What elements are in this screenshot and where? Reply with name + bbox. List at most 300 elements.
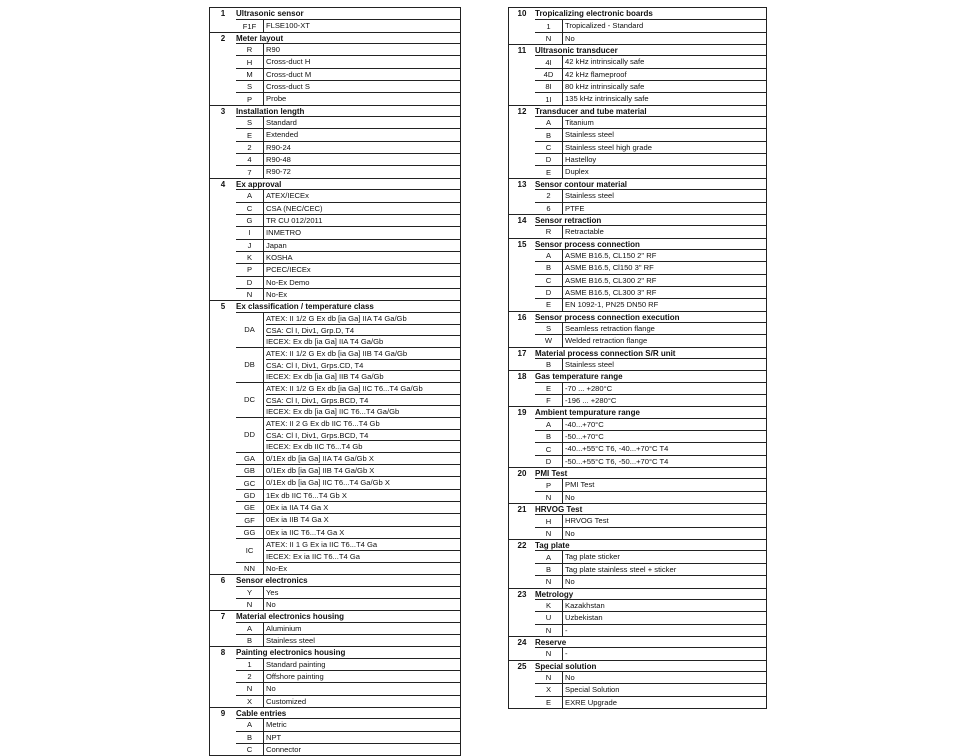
option-description <box>264 289 460 300</box>
option-description <box>264 563 460 574</box>
option-description-line: 0/1Ex db [ia Ga] IIB T4 Ga/Gb X <box>266 466 375 476</box>
option-code: C <box>535 275 563 286</box>
config-group <box>509 347 766 371</box>
group-number: 24 <box>517 637 527 647</box>
option-description <box>264 732 460 743</box>
option-description <box>563 625 766 636</box>
group-number: 12 <box>517 106 527 116</box>
option-code: 2 <box>535 190 563 201</box>
option-row <box>535 696 766 708</box>
option-description <box>563 20 766 31</box>
option-code: IC <box>236 539 264 562</box>
config-group <box>509 406 766 467</box>
config-group <box>210 105 460 178</box>
option-code: F1F <box>236 20 264 31</box>
config-group <box>210 707 460 755</box>
option-description-line: ATEX/IECEx <box>266 191 309 201</box>
option-code: A <box>535 551 563 562</box>
option-description <box>563 383 766 394</box>
option-description-line: No <box>565 672 575 682</box>
option-description-line: Cross-duct H <box>266 57 311 67</box>
option-description <box>563 648 766 659</box>
option-description <box>563 117 766 128</box>
option-row <box>236 214 460 226</box>
option-description <box>563 443 766 454</box>
option-description-line: Metric <box>266 720 287 730</box>
option-row <box>535 298 766 310</box>
option-description <box>264 635 460 646</box>
option-code: N <box>535 672 563 683</box>
option-code: I <box>236 227 264 238</box>
option-description-line: No-Ex <box>266 289 288 299</box>
option-description <box>563 154 766 165</box>
option-description <box>563 275 766 286</box>
group-title: PMI Test <box>535 469 568 479</box>
option-description <box>264 659 460 670</box>
option-description <box>264 383 460 417</box>
option-description-line: No <box>266 599 276 609</box>
option-description-line: Hastelloy <box>565 155 597 165</box>
group-number: 8 <box>220 648 226 658</box>
option-row <box>236 347 460 382</box>
config-group <box>210 178 460 300</box>
config-group <box>509 370 766 406</box>
option-description <box>264 313 460 347</box>
option-row <box>535 442 766 454</box>
group-number: 6 <box>220 576 226 586</box>
config-group <box>509 238 766 311</box>
option-code: GD <box>236 490 264 501</box>
option-code: 4I <box>535 56 563 67</box>
group-title: Meter layout <box>236 33 284 43</box>
option-description-line: Connector <box>266 744 302 754</box>
group-title: Material process connection S/R unit <box>535 348 676 358</box>
option-description <box>264 527 460 538</box>
option-code: A <box>535 250 563 261</box>
option-row <box>236 312 460 347</box>
config-group <box>509 539 766 587</box>
option-description-line: IECEX: Ex db [ia Ga] IIC T6...T4 Ga/Gb <box>266 405 460 416</box>
option-row <box>236 562 460 574</box>
option-description-line: IECEX: Ex db [ia Ga] IIB T4 Ga/Gb <box>266 370 460 381</box>
option-description <box>563 33 766 44</box>
option-description-line: No <box>565 33 575 43</box>
option-row <box>535 514 766 526</box>
option-description-line: Special Solution <box>565 685 620 695</box>
option-description-line: Tag plate sticker <box>565 552 620 562</box>
option-row <box>535 32 766 44</box>
option-row <box>236 165 460 177</box>
option-row <box>535 68 766 80</box>
option-row <box>535 165 766 177</box>
option-code: DB <box>236 348 264 382</box>
option-description <box>264 69 460 80</box>
option-description <box>264 190 460 201</box>
option-description-line: ASME B16.5, CL150 2" RF <box>565 250 657 260</box>
option-row <box>236 695 460 707</box>
option-row <box>236 202 460 214</box>
option-code: R <box>535 226 563 237</box>
option-description <box>264 683 460 694</box>
config-group <box>210 646 460 707</box>
group-header <box>509 8 766 19</box>
option-row <box>236 43 460 55</box>
option-description-line: EXRE Upgrade <box>565 697 617 707</box>
option-description-line: Standard <box>266 118 297 128</box>
option-description <box>264 539 460 562</box>
option-row <box>535 116 766 128</box>
config-group <box>509 214 766 238</box>
option-description <box>563 226 766 237</box>
option-code: A <box>236 190 264 201</box>
option-description <box>264 599 460 610</box>
option-code: A <box>236 623 264 634</box>
option-description-line: Duplex <box>565 167 589 177</box>
option-description-line: Stainless steel <box>565 130 614 140</box>
option-description-line: TR CU 012/2011 <box>266 215 323 225</box>
option-row <box>236 489 460 501</box>
group-number: 17 <box>517 348 527 358</box>
option-description-line: No <box>565 492 575 502</box>
option-row <box>236 501 460 513</box>
group-title: Ex classification / temperature class <box>236 302 374 312</box>
option-description <box>563 456 766 467</box>
option-code: E <box>535 383 563 394</box>
option-row <box>535 202 766 214</box>
config-group <box>210 300 460 574</box>
group-number: 11 <box>517 46 527 56</box>
option-row <box>236 670 460 682</box>
option-description <box>264 240 460 251</box>
option-description <box>264 719 460 730</box>
option-code: C <box>236 744 264 755</box>
group-number: 10 <box>517 9 527 18</box>
group-number: 1 <box>220 9 226 18</box>
option-row <box>535 322 766 334</box>
option-row <box>535 599 766 611</box>
option-code: 1 <box>236 659 264 670</box>
group-header <box>509 636 766 647</box>
option-description-line: Aluminium <box>266 623 302 633</box>
option-description-line: Stainless steel <box>266 635 315 645</box>
option-description-line: ATEX: II 1 G Ex ia IIC T6...T4 Ga <box>266 540 378 550</box>
option-row <box>535 671 766 683</box>
option-description <box>563 262 766 273</box>
config-group <box>509 660 766 708</box>
group-number: 3 <box>220 106 226 116</box>
option-description-line: PTFE <box>565 203 585 213</box>
option-description <box>264 502 460 513</box>
group-header <box>509 467 766 478</box>
option-description-line: R90-72 <box>266 167 291 177</box>
option-row <box>236 538 460 562</box>
option-description-line: CSA: Cl I, Div1, Grps.BCD, T4 <box>266 429 460 440</box>
option-row <box>236 476 460 488</box>
option-code: A <box>535 117 563 128</box>
option-description-line: 0Ex ia IIB T4 Ga X <box>266 515 329 525</box>
option-code: D <box>535 154 563 165</box>
option-code: D <box>236 277 264 288</box>
option-description-line: ASME B16.5, CL300 2" RF <box>565 275 657 285</box>
option-row <box>236 731 460 743</box>
option-description-line: Japan <box>266 240 287 250</box>
option-row <box>236 288 460 300</box>
option-description-line: PMI Test <box>565 480 595 490</box>
option-row <box>535 249 766 261</box>
group-header <box>509 44 766 55</box>
option-code: U <box>535 612 563 623</box>
option-code: 7 <box>236 166 264 177</box>
option-description-line: Tag plate stainless steel + sticker <box>565 564 677 574</box>
option-description <box>264 44 460 55</box>
option-description <box>264 142 460 153</box>
option-description-line: 42 kHz flameproof <box>565 69 627 79</box>
option-description <box>264 166 460 177</box>
option-description-line: ATEX: II 1/2 G Ex db [ia Ga] IIB T4 Ga/Gb <box>266 348 408 358</box>
option-description-line: INMETRO <box>266 228 302 238</box>
group-number: 22 <box>517 541 527 551</box>
group-title: Painting electronics housing <box>236 648 346 658</box>
option-code: GB <box>236 465 264 476</box>
option-row <box>236 226 460 238</box>
option-code: 8I <box>535 81 563 92</box>
option-code: GE <box>236 502 264 513</box>
group-header <box>509 588 766 599</box>
option-code: C <box>236 203 264 214</box>
option-row <box>236 55 460 67</box>
group-header <box>210 32 460 43</box>
option-row <box>236 417 460 452</box>
option-description-line: Kazakhstan <box>565 600 605 610</box>
option-row <box>535 550 766 562</box>
group-number: 14 <box>517 215 527 225</box>
config-group <box>210 574 460 610</box>
option-row <box>535 575 766 587</box>
group-title: Ambient tempurature range <box>535 408 640 418</box>
option-description <box>264 264 460 275</box>
option-code: 2 <box>236 671 264 682</box>
group-title: Sensor process connection <box>535 239 640 249</box>
option-description <box>563 142 766 153</box>
option-description-line: HRVOG Test <box>565 516 609 526</box>
option-description-line: ATEX: II 2 G Ex db IIC T6...T4 Gb <box>266 418 380 428</box>
option-description <box>563 299 766 310</box>
option-description <box>563 551 766 562</box>
option-description-line: ASME B16.5, Cl150 3" RF <box>565 263 654 273</box>
option-description <box>563 93 766 104</box>
group-header <box>210 300 460 311</box>
group-number: 9 <box>220 708 226 718</box>
option-description <box>264 465 460 476</box>
option-description <box>264 348 460 382</box>
option-code: E <box>535 697 563 708</box>
group-number: 2 <box>220 33 226 43</box>
option-description <box>264 744 460 755</box>
option-description-line: CSA: Cl I, Div1, Grp.D, T4 <box>266 324 460 335</box>
option-code: X <box>535 684 563 695</box>
option-row <box>535 261 766 273</box>
option-description-line: No <box>565 577 575 587</box>
option-row <box>535 80 766 92</box>
option-row <box>236 80 460 92</box>
option-description <box>563 564 766 575</box>
option-description <box>563 672 766 683</box>
option-row <box>236 634 460 646</box>
option-code: 6 <box>535 203 563 214</box>
option-row <box>535 153 766 165</box>
option-description <box>563 528 766 539</box>
option-row <box>535 624 766 636</box>
group-header <box>210 646 460 657</box>
option-code: E <box>535 166 563 177</box>
option-description-line: CSA: Cl I, Div1, Grps.CD, T4 <box>266 359 460 370</box>
option-description-line: -40...+70°C <box>565 419 604 429</box>
option-row <box>236 743 460 755</box>
option-description <box>563 129 766 140</box>
group-title: Material electronics housing <box>236 612 345 622</box>
option-description-line: Stainless steel high grade <box>565 142 652 152</box>
option-description <box>264 477 460 488</box>
option-description <box>264 129 460 140</box>
option-row <box>236 382 460 417</box>
option-description-line: ATEX: II 1/2 G Ex db [ia Ga] IIA T4 Ga/Gb <box>266 313 407 323</box>
option-code: B <box>236 732 264 743</box>
option-description-line: Offshore painting <box>266 671 324 681</box>
group-number: 21 <box>517 505 527 515</box>
option-description <box>264 117 460 128</box>
option-description-line: - <box>565 649 568 659</box>
group-header <box>509 105 766 116</box>
group-number: 19 <box>517 408 527 418</box>
group-header <box>509 238 766 249</box>
group-title: Transducer and tube material <box>535 106 647 116</box>
option-description <box>563 203 766 214</box>
option-description-line: IECEX: Ex db [ia Ga] IIA T4 Ga/Gb <box>266 335 460 346</box>
option-row <box>236 116 460 128</box>
option-code: B <box>535 129 563 140</box>
option-description-line: Standard painting <box>266 659 326 669</box>
option-description <box>563 287 766 298</box>
option-code: W <box>535 335 563 346</box>
option-code: GF <box>236 514 264 525</box>
option-description <box>563 323 766 334</box>
group-header <box>509 406 766 417</box>
option-description-line: No-Ex Demo <box>266 277 310 287</box>
option-code: B <box>236 635 264 646</box>
option-row <box>535 647 766 659</box>
group-header <box>210 707 460 718</box>
option-row <box>535 478 766 490</box>
option-description <box>563 684 766 695</box>
option-description-line: NPT <box>266 732 282 742</box>
group-number: 15 <box>517 239 527 249</box>
option-row <box>236 622 460 634</box>
option-description-line: 0Ex ia IIC T6...T4 Ga X <box>266 527 345 537</box>
option-code: C <box>535 142 563 153</box>
type-code-table-right <box>508 7 767 709</box>
option-code: N <box>535 576 563 587</box>
option-description-line: -50...+70°C <box>565 432 604 442</box>
option-row <box>236 598 460 610</box>
group-header <box>210 574 460 585</box>
option-code: A <box>535 419 563 430</box>
group-header <box>210 105 460 116</box>
option-code: N <box>236 683 264 694</box>
option-row <box>236 239 460 251</box>
option-description <box>563 697 766 708</box>
option-code: H <box>535 515 563 526</box>
option-code: GG <box>236 527 264 538</box>
group-title: Ex approval <box>236 179 282 189</box>
option-row <box>535 189 766 201</box>
option-code: N <box>535 492 563 503</box>
option-description-line: R90 <box>266 45 280 55</box>
option-description-line: Welded retraction flange <box>565 336 648 346</box>
option-description <box>563 250 766 261</box>
group-title: Sensor retraction <box>535 215 602 225</box>
config-group <box>509 44 766 105</box>
option-description-line: -40...+55°C T6, -40...+70°C T4 <box>565 444 669 454</box>
group-title: Ultrasonic sensor <box>236 9 304 18</box>
option-description-line: -196 ... +280°C <box>565 396 617 405</box>
option-description <box>563 335 766 346</box>
group-header <box>509 178 766 189</box>
group-number: 20 <box>517 469 527 479</box>
option-code: B <box>535 431 563 442</box>
option-description-line: - <box>565 625 568 635</box>
group-title: Cable entries <box>236 708 287 718</box>
option-description-line: ATEX: II 1/2 G Ex db [ia Ga] IIC T6...T4 Ga/Gb <box>266 383 423 393</box>
option-description <box>563 600 766 611</box>
option-description-line: Probe <box>266 94 287 104</box>
option-code: D <box>535 287 563 298</box>
option-row <box>535 19 766 31</box>
option-code: P <box>236 264 264 275</box>
option-code: N <box>236 289 264 300</box>
option-row <box>236 526 460 538</box>
option-code: 4D <box>535 69 563 80</box>
option-description-line: Yes <box>266 587 279 597</box>
option-description-line: 42 kHz intrinsically safe <box>565 57 645 67</box>
option-description-line: Cross-duct S <box>266 82 310 92</box>
option-code: M <box>236 69 264 80</box>
group-title: Sensor process connection execution <box>535 312 680 322</box>
group-title: HRVOG Test <box>535 505 583 515</box>
group-number: 18 <box>517 372 527 382</box>
option-description-line: Uzbekistan <box>565 613 603 623</box>
option-description-line: IECEX: Ex db IIC T6...T4 Gb <box>266 440 460 451</box>
config-group <box>509 178 766 214</box>
option-code: N <box>535 528 563 539</box>
config-group <box>509 105 766 178</box>
option-code: E <box>236 129 264 140</box>
group-title: Special solution <box>535 661 597 671</box>
option-row <box>236 128 460 140</box>
option-row <box>535 418 766 430</box>
option-description-line: 0Ex ia IIA T4 Ga X <box>266 503 329 513</box>
option-row <box>236 153 460 165</box>
option-row <box>236 251 460 263</box>
option-description <box>264 623 460 634</box>
option-row <box>535 334 766 346</box>
option-row <box>535 430 766 442</box>
option-description-line: PCEC/IECEx <box>266 265 311 275</box>
option-code: A <box>236 719 264 730</box>
option-description <box>264 215 460 226</box>
group-header <box>509 370 766 381</box>
option-row <box>236 718 460 730</box>
option-description-line: No <box>565 528 575 538</box>
